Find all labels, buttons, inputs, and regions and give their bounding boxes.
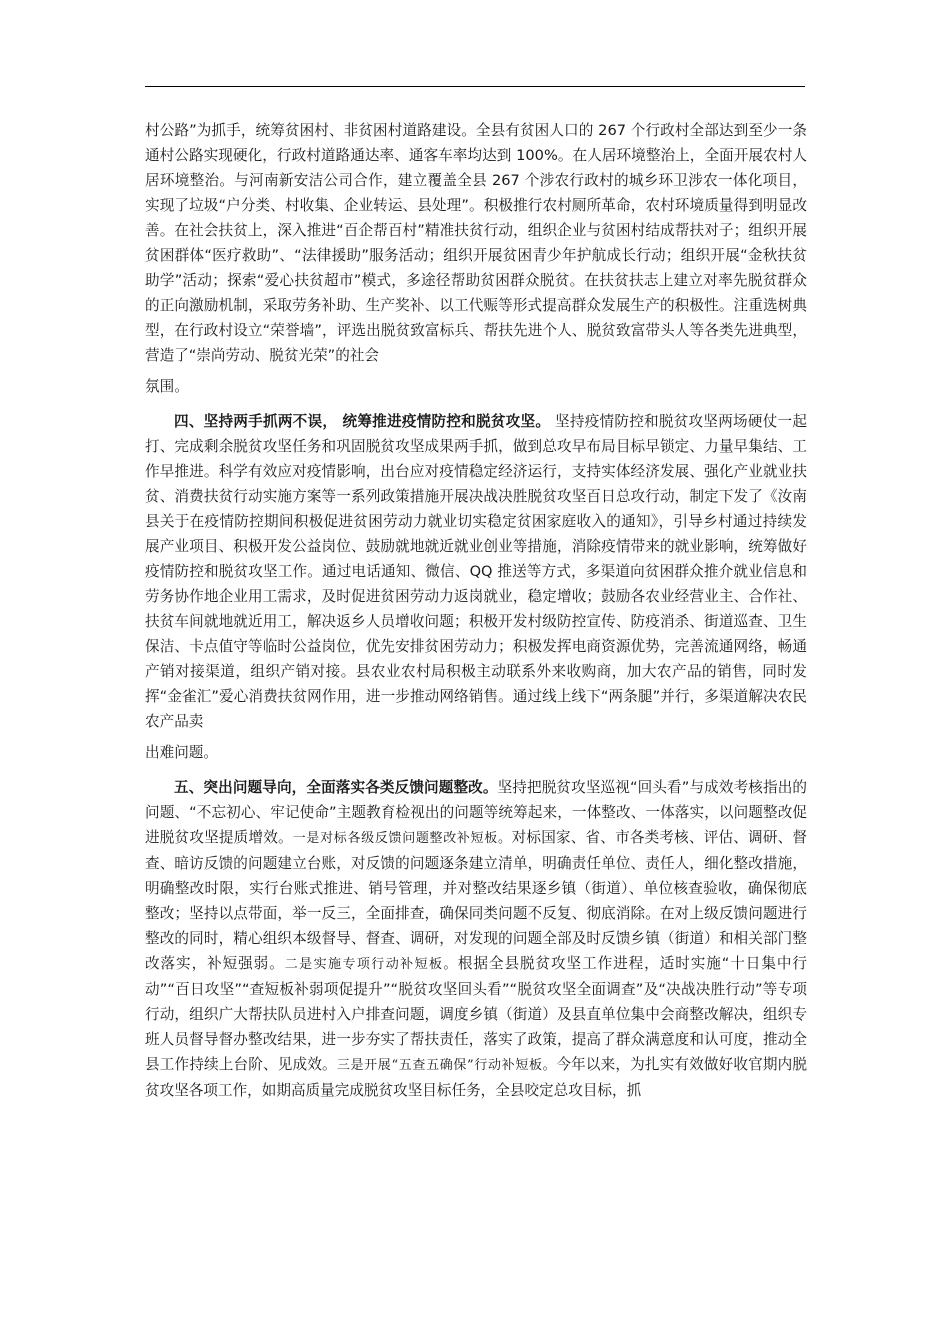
- paragraph-text: 坚持疫情防控和脱贫攻坚两场硬仗一起打、完成剩余脱贫攻坚任务和巩固脱贫攻坚成果两手抓，做到总攻早布局目标早锁定、力量早集结、工作早推进。科学有效应对疫情影响，出台应对疫情稳定经济运行，支持实体经济发展、强化产业就业扶贫、消费扶贫行动实施方案等一系列政策措施开展决战决胜脱贫攻坚百日总攻行动，制定下发了《汝南县关于在疫情防控期间积极促进贫困劳动力就业切实稳定贫困家庭收入的通知》，引导乡村通过持续发展产业项目、积极开发公益岗位、鼓励就地就近就业创业等措施，消除疫情带来的就业影响，统筹做好疫情防控和脱贫攻坚工作。通过电话通知、微信、QQ 推送等方式，多渠道向贫困群众推介就业信息和劳务协作地企业用工需求，及时促进贫困劳动力返岗就业，稳定增收；鼓励各农业经营业主、合作社、扶贫车间就地就近用工，解决返乡人员增收问题；积极开发村级防控宣传、防疫消杀、街道巡查、卫生保洁、卡点值守等临时公益岗位，优先安排贫困劳动力；积极发挥电商资源优势，完善流通网络，畅通产销对接渠道，组织产销对接。县农业农村局积极主动联系外来收购商，加大农产品的销售，同时发挥“金雀汇”爱心消费扶贫网作用，进一步推动网络销售。通过线上线下“两条腿”并行，多渠道解决农民农产品卖: [145, 413, 807, 730]
- section-heading-five: 五、突出问题导向，全面落实各类反馈问题整改。: [174, 779, 498, 796]
- paragraph-epidemic: [145, 409, 807, 734]
- paragraph-text: 村公路”为抓手，统筹贫困村、非贫困村道路建设。全县有贫困人口的 267 个行政村全部达到至少一条通村公路实现硬化，行政村道路通达率、通客车率均达到 100%。在人居环境整治上，全面开展农村人居环境整治。与河南新安洁公司合作，建立覆盖全县 267 个涉农行政村的城乡环卫涉农一体化项目，实现了垃圾“户分类、村收集、企业转运、县处理”。积极推行农村厕所革命，农村环境质量得到明显改善。在社会扶贫上，深入推进“百企帮百村”精准扶贫行动，组织企业与贫困村结成帮扶对子；组织开展贫困群体“医疗救助”、“法律援助”服务活动；组织开展贫困青少年护航成长行动；组织开展“金秋扶贫助学”活动；探索“爱心扶贫超市”模式，多途径帮助贫困群众脱贫。在扶贫扶志上建立对率先脱贫群众的正向激励机制，采取劳务补助、生产奖补、以工代赈等形式提高群众发展生产的积极性。注重选树典型，在行政村设立“荣誉墙”，评选出脱贫致富标兵、帮扶先进个人、脱贫致富带头人等各类先进典型，营造了“崇尚劳动、脱贫光荣”的社会: [145, 122, 807, 364]
- header-rule: [145, 86, 805, 87]
- paragraph-rectification: [145, 775, 807, 1103]
- paragraph-text: 对标国家、省、市各类考核、评估、调研、督查、暗访反馈的问题建立台账，对反馈的问题逐条建立清单，明确责任单位、责任人，细化整改措施，明确整改时限，实行台账式推进、销号管理，并对整改结果逐乡镇（街道）、单位核查验收，确保彻底整改；坚持以点带面，举一反三，全面排查，确保同类问题不反复、彻底消除。在对上级反馈问题进行整改的同时，精心组织本级督导、督查、调研，对发现的问题全部及时反馈乡镇（街道）和相关部门整改落实，补短强弱。: [145, 829, 807, 972]
- paragraph-text: 根据全县脱贫攻坚工作进程，适时实施“十日集中行动”“百日攻坚”“查短板补弱项促提升”“脱贫攻坚回头看”“脱贫攻坚全面调查”及“决战决胜行动”等专项行动，组织广大帮扶队员进村入户排查问题，调度乡镇（街道）及县直单位集中会商整改解决，组织专班人员督导督办整改结果，进一步夯实了帮扶责任，落实了政策，提高了群众满意度和认可度，推动全县工作持续上台阶、见成效。: [145, 955, 807, 1073]
- paragraph-tail: 氛围。: [145, 378, 189, 395]
- subpoint-two: 二是实施专项行动补短板。: [284, 957, 458, 972]
- subpoint-three: 三是开展“五查五确保”行动补短板。: [336, 1058, 557, 1073]
- document-body: [145, 118, 807, 1103]
- paragraph-text: 今年以来，为扎实有效做好收官期内脱贫攻坚各项工作，如期高质量完成脱贫攻坚目标任务，全县咬定总攻目标，抓: [145, 1056, 807, 1099]
- paragraph-text: 坚持把脱贫攻坚巡视“回头看”与成效考核指出的问题、“不忘初心、牢记使命”主题教育检视出的问题等统筹起来，一体整改、一体落实，以问题整改促进脱贫攻坚提质增效。: [145, 779, 807, 846]
- section-heading-four: 四、坚持两手抓两不误， 统筹推进疫情防控和脱贫攻坚。: [174, 413, 551, 430]
- paragraph-rural-roads: [145, 118, 807, 368]
- paragraph-tail: 出难问题。: [145, 744, 218, 761]
- subpoint-one: 一是对标各级反馈问题整改补短板。: [292, 831, 512, 846]
